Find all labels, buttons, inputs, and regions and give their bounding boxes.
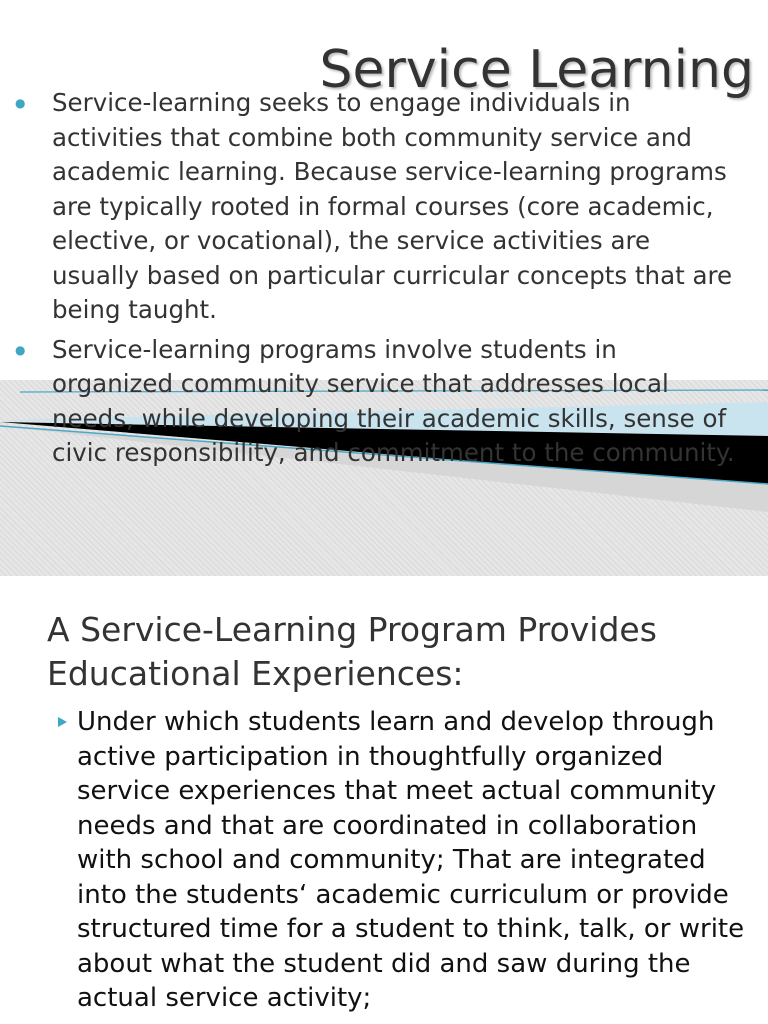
bullet-text: Under which students learn and develop through active participation in thoughtfully organized service experiences that meet actual community needs and that are coordinated in collaboration with school and community; That are integrated into the students‘ academic curriculum or provide structured time for a student to think, talk, or write about what the student did and saw during the actual service activity; (77, 707, 745, 1013)
bullet-dot-icon: ● (15, 342, 26, 357)
bullet-item (0, 333, 740, 471)
bullet-dot-icon: ● (15, 96, 26, 110)
slide-title: Service Learning (319, 40, 754, 100)
slide-program-provides (0, 576, 768, 1024)
bullet-text: Service-learning programs involve students in organized community service that addresses local needs, while developing their academic skills, sense of civic responsibility, and commitment to the community. (52, 334, 735, 467)
bullet-text: Service-learning seeks to engage individuals in activities that combine both community service and academic learning. Because service-learning programs are typically rooted in formal courses (core academic, elective, or vocational), the service activities are usually based on particular curricular concepts that are being taught. (52, 88, 733, 324)
bullet-list (0, 705, 748, 1016)
bullet-list (0, 86, 740, 476)
bullet-item (0, 86, 740, 328)
triangle-arrow-icon (58, 717, 67, 727)
bullet-item (0, 705, 748, 1016)
slide-heading: A Service-Learning Program Provides Educational Experiences: (47, 610, 657, 693)
